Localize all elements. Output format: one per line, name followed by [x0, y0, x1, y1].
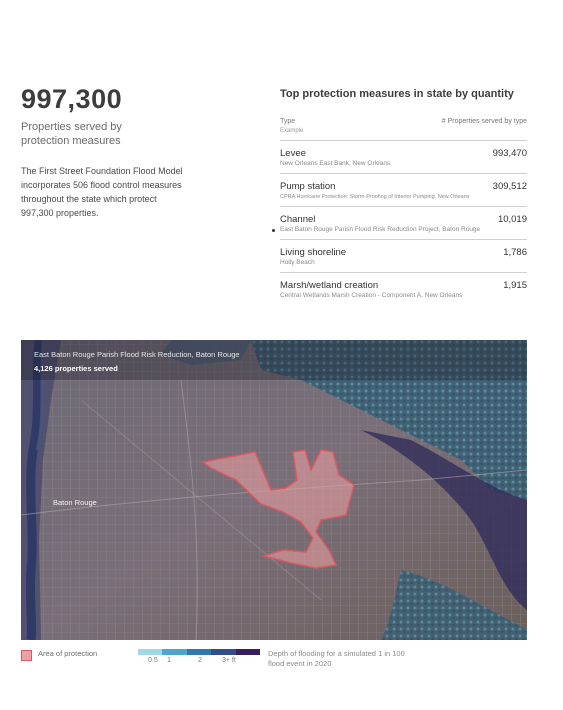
depth-legend-label: Depth of flooding for a simulated 1 in 100 flood event in 2020: [268, 649, 405, 668]
row-type: Marsh/wetland creation: [280, 280, 379, 291]
protection-measures-table: [280, 88, 527, 305]
flood-map: [21, 340, 527, 640]
row-example: Central Wetlands Marsh Creation - Component A, New Orleans: [280, 292, 463, 299]
table-row: [280, 174, 527, 207]
row-example: CPRA Hurricane Protection: Storm-Proofing of Interior Pumping, New Orleans: [280, 194, 470, 200]
row-type: Living shoreline: [280, 247, 347, 258]
row-example: East Baton Rouge Parish Flood Risk Reduction Project, Baton Rouge: [280, 226, 481, 233]
row-example: Holly Beach: [280, 259, 315, 266]
table-header: [280, 118, 527, 141]
table-row: [280, 273, 527, 305]
scale-step: [211, 649, 235, 655]
scale-tick: 1: [167, 657, 171, 664]
scale-step: [236, 649, 260, 655]
row-type: Pump station: [280, 181, 336, 192]
properties-served-count: 997,300: [21, 84, 123, 114]
area-of-protection-swatch: [21, 650, 32, 661]
scale-tick: 0.5: [148, 657, 158, 664]
scale-tick: 2: [198, 657, 202, 664]
scale-tick: 3+ ft: [222, 657, 236, 664]
city-label: Baton Rouge: [53, 498, 97, 507]
area-of-protection-label: Area of protection: [38, 649, 98, 658]
row-value: 993,470: [492, 148, 527, 159]
table-row: [280, 141, 527, 174]
row-value: 10,019: [497, 214, 527, 225]
map-properties-served: 4,126 properties served: [34, 364, 118, 373]
table-row: [280, 240, 527, 273]
intro-paragraph: The First Street Foundation Flood Model incorporates 506 flood control measures throughout the state which protect 997,300 properties.: [21, 166, 183, 218]
table-row: [280, 207, 527, 240]
row-type: Levee: [280, 148, 306, 159]
map-title: East Baton Rouge Parish Flood Risk Reduction, Baton Rouge: [34, 350, 240, 359]
row-value: 1,915: [503, 280, 527, 291]
header-example: Example: [280, 128, 304, 134]
row-example: New Orleans East Bank, New Orleans: [280, 160, 391, 167]
scale-step: [138, 649, 162, 655]
header-type: Type: [280, 118, 296, 125]
table-title: Top protection measures in state by quantity: [280, 88, 514, 100]
scale-step: [162, 649, 186, 655]
flood-depth-scale: [138, 649, 260, 655]
header-count: # Properties served by type: [441, 118, 527, 125]
map-image: [21, 340, 527, 640]
properties-served-caption: Properties served by protection measures: [21, 121, 122, 147]
bullet-marker: [272, 229, 275, 232]
row-type: Channel: [280, 214, 316, 225]
map-header-shade: [21, 340, 527, 380]
scale-step: [187, 649, 211, 655]
row-value: 1,786: [503, 247, 527, 258]
row-value: 309,512: [492, 181, 527, 192]
